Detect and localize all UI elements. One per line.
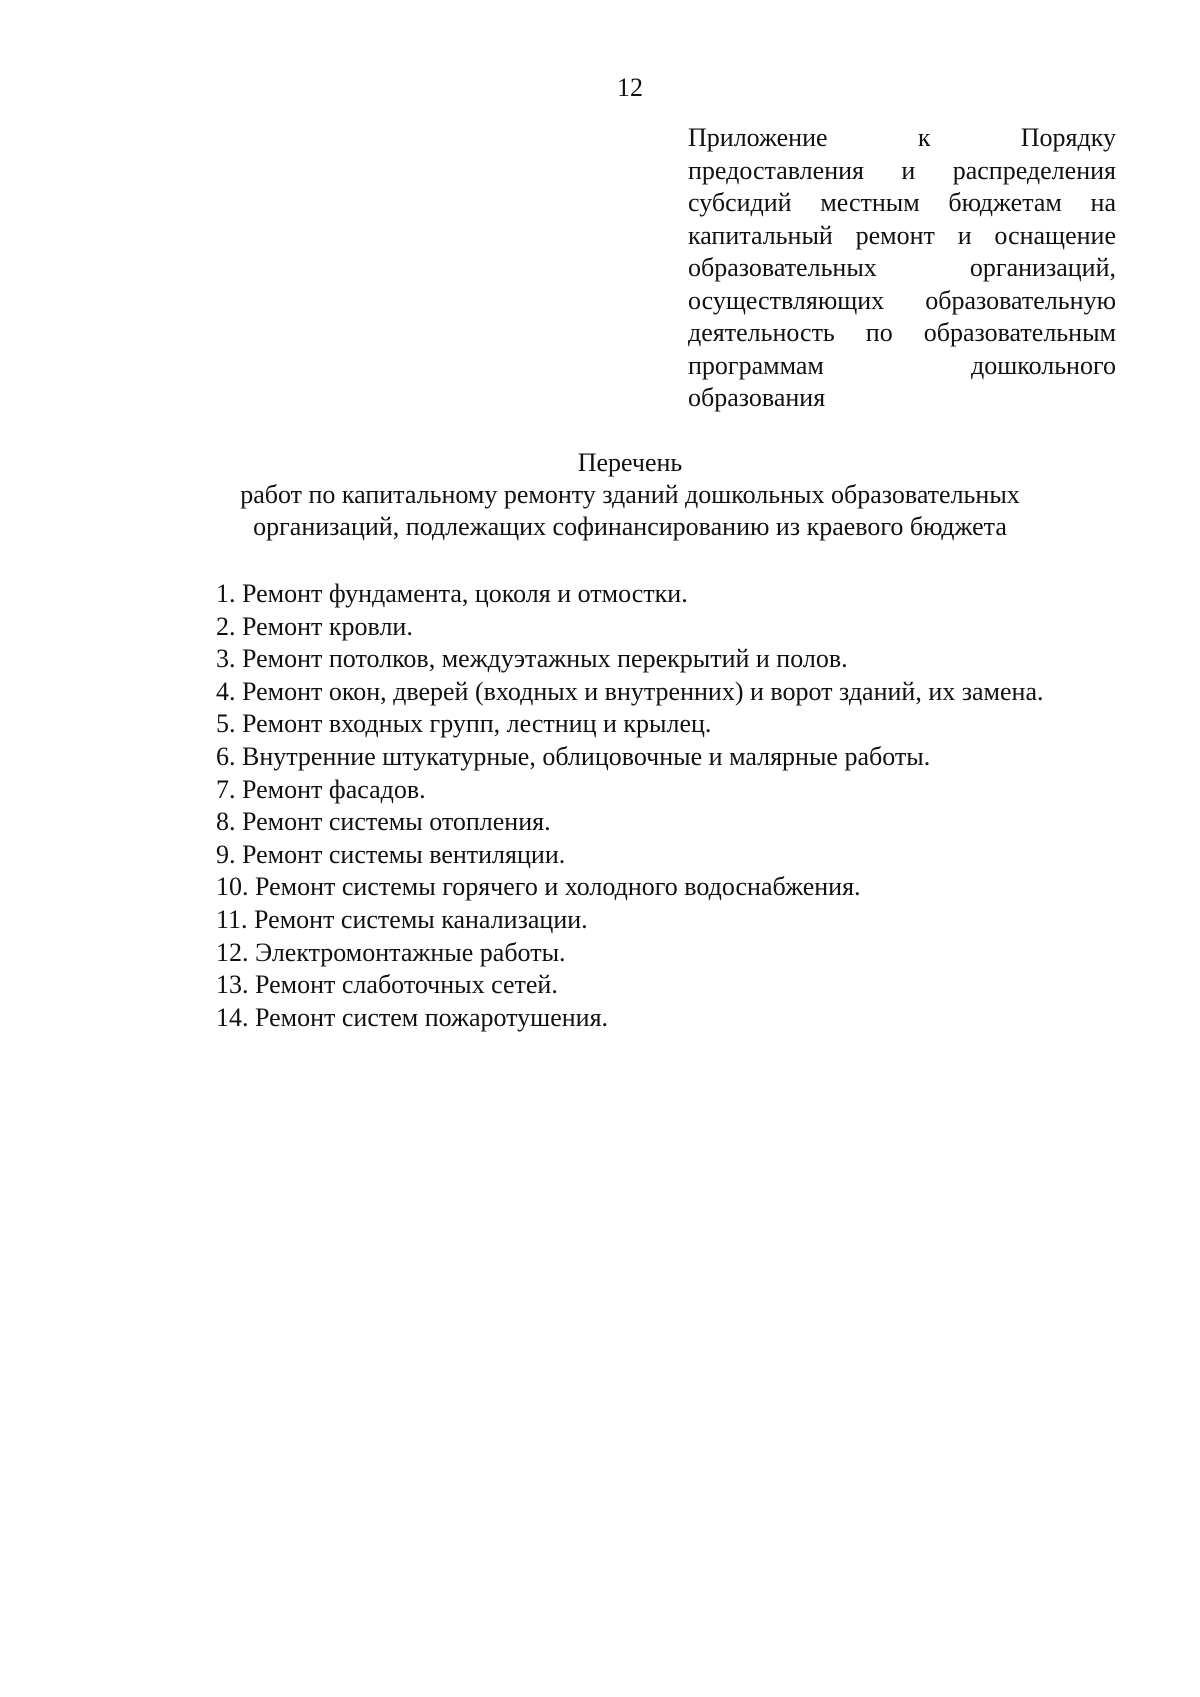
list-item: 2. Ремонт кровли. [216, 611, 413, 641]
list-item: 8. Ремонт системы отопления. [216, 807, 551, 837]
list-item: 10. Ремонт системы горячего и холодного водоснабжения. [216, 872, 861, 902]
list-item: 5. Ремонт входных групп, лестниц и крылец. [216, 709, 712, 739]
list-item: 11. Ремонт системы канализации. [216, 904, 588, 934]
appendix-line: образования [688, 383, 826, 412]
list-item: 1. Ремонт фундамента, цоколя и отмостки. [216, 579, 688, 608]
page-number: 12 [617, 73, 643, 102]
list-item: 12. Электромонтажные работы. [216, 937, 566, 967]
appendix-line: деятельность по образовательным [688, 318, 1116, 347]
list-item: 6. Внутренние штукатурные, облицовочные и малярные работы. [216, 741, 931, 771]
list-item: 13. Ремонт слаботочных сетей. [216, 970, 558, 1000]
appendix-note [688, 122, 1116, 415]
appendix-line: субсидий местным бюджетам на [688, 188, 1116, 217]
work-list [216, 578, 1044, 1034]
list-item: 7. Ремонт фасадов. [216, 774, 426, 804]
document-subtitle-line: организаций, подлежащих софинансированию из краевого бюджета [253, 512, 1007, 541]
appendix-line: образовательных организаций, [688, 253, 1116, 282]
document-subtitle-line: работ по капитальному ремонту зданий дошкольных образовательных [240, 480, 1020, 509]
appendix-line: капитальный ремонт и оснащение [688, 220, 1116, 250]
appendix-line: осуществляющих образовательную [688, 285, 1116, 315]
appendix-line: Приложение к Порядку [688, 123, 1116, 152]
list-item: 14. Ремонт систем пожаротушения. [216, 1002, 609, 1032]
title-block [0, 447, 1200, 543]
list-item: 3. Ремонт потолков, междуэтажных перекрытий и полов. [216, 644, 848, 674]
list-item: 9. Ремонт системы вентиляции. [216, 839, 566, 869]
appendix-line: программам дошкольного [688, 350, 1116, 380]
document-title: Перечень [577, 448, 683, 477]
appendix-line: предоставления и распределения [688, 155, 1116, 185]
list-item: 4. Ремонт окон, дверей (входных и внутренних) и ворот зданий, их замена. [216, 676, 1044, 706]
